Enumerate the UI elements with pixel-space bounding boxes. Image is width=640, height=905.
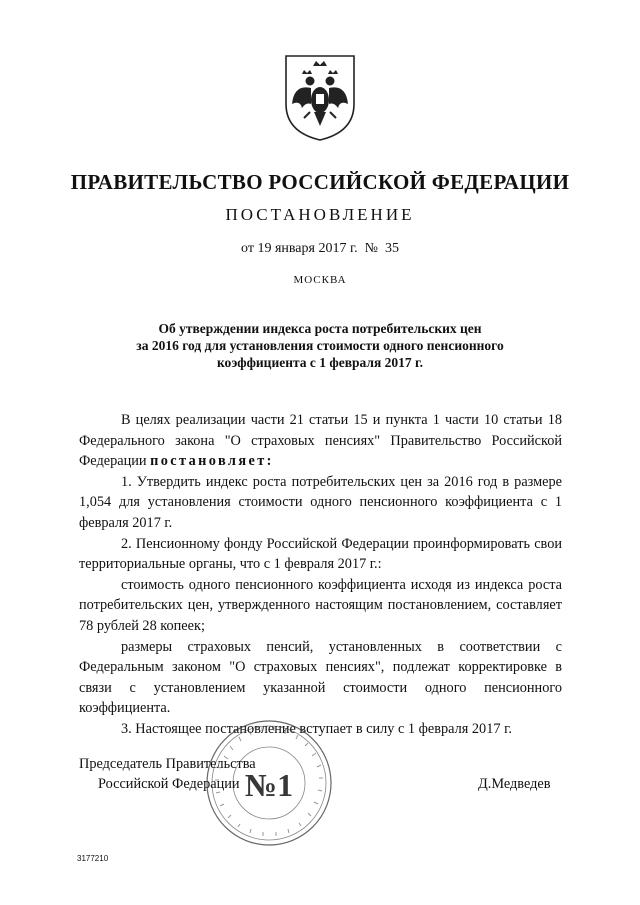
item-2a-paragraph: стоимость одного пенсионного коэффициента исходя из индекса роста потребительских цен, утвержденного настоящим постановлением, составляет 78 рублей 28 копеек; — [79, 576, 562, 634]
item-2-paragraph: 2. Пенсионному фонду Российской Федерации проинформировать свои территориальные органы, что с 1 февраля 2017 г.: — [79, 535, 562, 573]
signatory-name: Д.Медведев — [478, 776, 551, 792]
coat-of-arms-emblem — [280, 52, 360, 142]
subject-line: Об утверждении индекса роста потребительских цен — [158, 321, 482, 336]
document-subject — [0, 320, 640, 371]
item-3-paragraph: 3. Настоящее постановление вступает в силу с 1 февраля 2017 г. — [121, 720, 512, 737]
subject-line: за 2016 год для установления стоимости одного пенсионного — [136, 338, 504, 353]
signatory-role-line-2: Российской Федерации — [98, 776, 240, 792]
preamble-text: В целях реализации части 21 статьи 15 и пункта 1 части 10 статьи 18 Федерального закона "О страховых пенсиях" Правительство Российской Федерации — [79, 412, 562, 470]
preamble-paragraph — [79, 410, 562, 472]
subject-line: коэффициента с 1 февраля 2017 г. — [216, 355, 424, 370]
document-type: ПОСТАНОВЛЕНИЕ — [225, 205, 415, 224]
official-seal-stamp — [204, 718, 334, 848]
preamble-keyword: постановляет: — [150, 453, 274, 470]
government-title: ПРАВИТЕЛЬСТВО РОССИЙСКОЙ ФЕДЕРАЦИИ — [70, 170, 570, 194]
item-2b-paragraph: размеры страховых пенсий, установленных в соответствии с Федеральным законом "О страховых пенсиях", подлежат корректировке в связи с установлением указанной стоимости одного пенсионного коэффициента. — [79, 638, 562, 717]
seal-number: №1 — [244, 767, 294, 803]
signatory-role-line-1: Председатель Правительства — [79, 756, 256, 772]
document-body — [79, 410, 562, 740]
item-1-paragraph: 1. Утвердить индекс роста потребительских цен за 2016 год в размере 1,054 для установления стоимости одного пенсионного коэффициента с 1 февраля 2017 г. — [79, 473, 562, 531]
registration-number: 3177210 — [77, 854, 109, 863]
date-number-line: от 19 января 2017 г. № 35 — [241, 241, 399, 256]
city-label: МОСКВА — [293, 274, 347, 286]
